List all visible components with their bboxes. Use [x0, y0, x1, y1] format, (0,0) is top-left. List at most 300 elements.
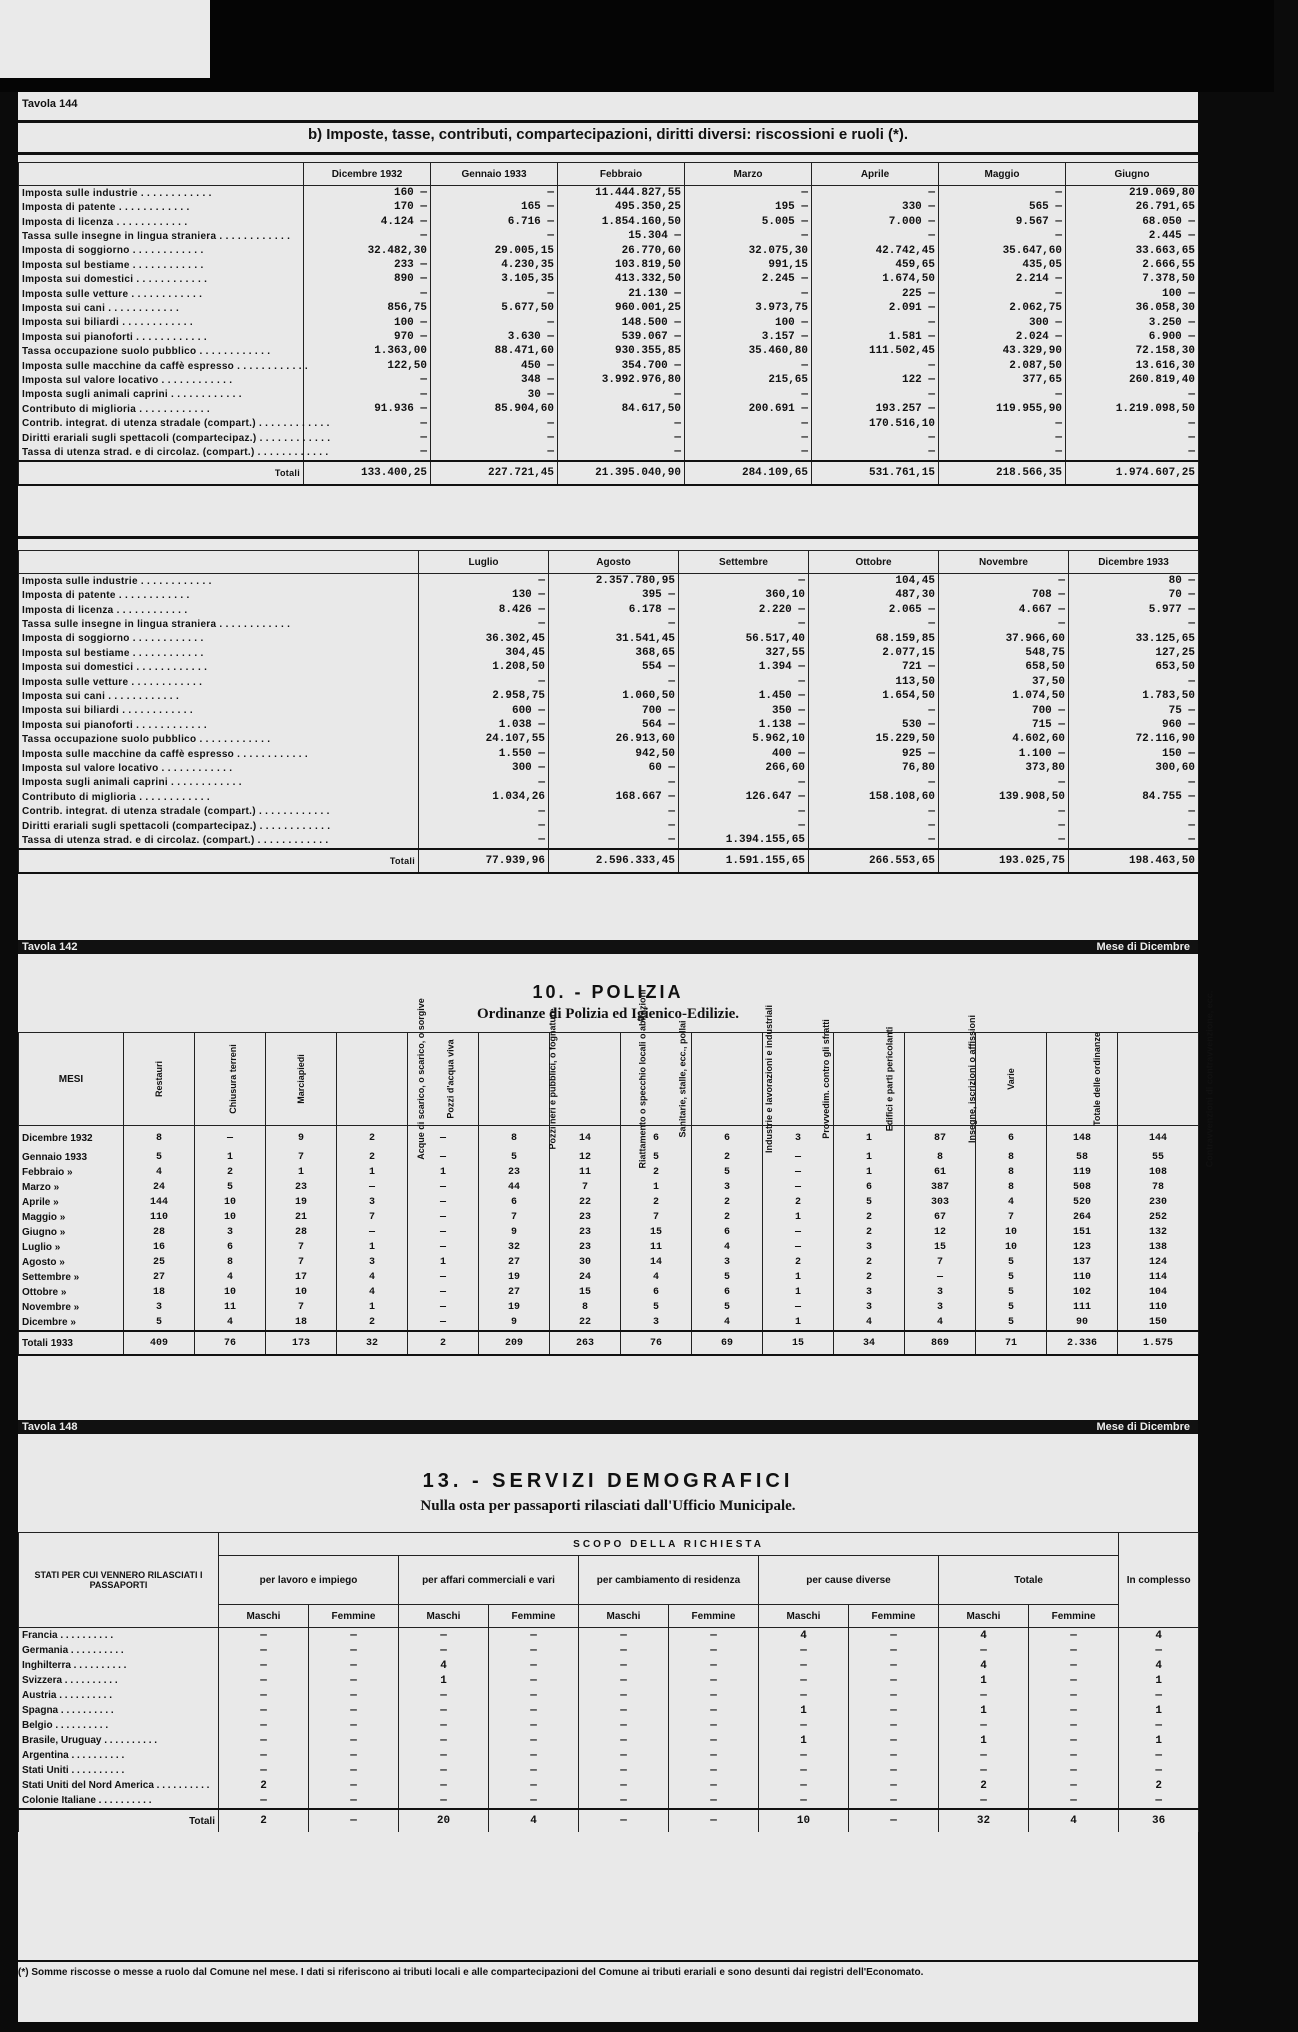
- table-cell: 27: [479, 1285, 550, 1300]
- table-cell: 658,50: [939, 660, 1069, 674]
- table-cell: —: [549, 617, 679, 631]
- table-cell: 3: [834, 1240, 905, 1255]
- table-cell: —: [939, 1643, 1029, 1658]
- table-cell: —: [558, 388, 685, 402]
- column-header-label: Acque di scarico, o scarico, o sorgive: [415, 997, 426, 1160]
- table-cell: —: [849, 1793, 939, 1809]
- table-cell: 7: [479, 1210, 550, 1225]
- group-header: per lavoro e impiego: [219, 1556, 399, 1605]
- table-cell: 1: [763, 1315, 834, 1331]
- table-cell: —: [669, 1763, 759, 1778]
- table-cell: 113,50: [809, 675, 939, 689]
- table-cell: 2.214 —: [939, 272, 1066, 286]
- table-cell: —: [337, 1180, 408, 1195]
- sex-header: Femmine: [1029, 1605, 1119, 1628]
- table-cell: —: [849, 1733, 939, 1748]
- table-cell: 35.460,80: [685, 344, 812, 358]
- table-cell: —: [1029, 1748, 1119, 1763]
- table-cell: —: [304, 431, 431, 445]
- table-row: [19, 819, 1199, 833]
- table-cell: 715 —: [939, 718, 1069, 732]
- table-cell: —: [1069, 675, 1199, 689]
- table-cell: 869: [905, 1331, 976, 1355]
- table-cell: 8.426 —: [419, 603, 549, 617]
- table-cell: —: [939, 805, 1069, 819]
- table-cell: —: [759, 1643, 849, 1658]
- table-cell: —: [549, 819, 679, 833]
- table-cell: —: [939, 776, 1069, 790]
- table-cell: 170.516,10: [812, 417, 939, 431]
- table-cell: 132: [1118, 1225, 1199, 1240]
- table-cell: 2.666,55: [1066, 258, 1199, 272]
- table-cell: —: [669, 1688, 759, 1703]
- table-cell: —: [939, 186, 1066, 201]
- table-cell: 930.355,85: [558, 344, 685, 358]
- mesi-header: MESI: [19, 1033, 124, 1126]
- table-cell: —: [408, 1285, 479, 1300]
- table-cell: 721 —: [809, 660, 939, 674]
- table-cell: 8: [124, 1126, 195, 1151]
- scan-border-tab: [0, 0, 210, 78]
- table-cell: —: [219, 1703, 309, 1718]
- table-cell: —: [759, 1793, 849, 1809]
- table-cell: —: [849, 1673, 939, 1688]
- row-label: Imposta di licenza . . . . . . . . . . . .: [19, 603, 419, 617]
- table-cell: 1: [1119, 1673, 1199, 1688]
- footnote-rule: [18, 1960, 1198, 1962]
- table-cell: 10: [976, 1225, 1047, 1240]
- polizia-top-rule: [18, 940, 1198, 954]
- table-cell: —: [812, 388, 939, 402]
- month-label: Novembre »: [19, 1300, 124, 1315]
- table-cell: 3: [124, 1300, 195, 1315]
- column-header-label: Contravvenzioni di contravvenzione, ecc.: [1204, 990, 1215, 1167]
- table-cell: 23: [266, 1180, 337, 1195]
- table-cell: 11: [621, 1240, 692, 1255]
- table-cell: 26.791,65: [1066, 200, 1199, 214]
- table-cell: —: [549, 776, 679, 790]
- table-cell: 3.973,75: [685, 301, 812, 315]
- table-cell: —: [579, 1703, 669, 1718]
- table-cell: 58: [1047, 1150, 1118, 1165]
- row-label: Imposta sugli animali caprini . . . . . . . . . . . .: [19, 388, 304, 402]
- table-cell: 360,10: [679, 588, 809, 602]
- table-cell: 2.445 —: [1066, 229, 1199, 243]
- table-cell: 3: [692, 1180, 763, 1195]
- table-row: [19, 1643, 1199, 1658]
- table-cell: 150 —: [1069, 747, 1199, 761]
- table-cell: —: [763, 1180, 834, 1195]
- sex-header: Maschi: [579, 1605, 669, 1628]
- table-cell: 10: [195, 1195, 266, 1210]
- table-cell: 31.541,45: [549, 632, 679, 646]
- table-cell: —: [431, 229, 558, 243]
- table-cell: 303: [905, 1195, 976, 1210]
- table-cell: 548,75: [939, 646, 1069, 660]
- table-cell: —: [408, 1210, 479, 1225]
- table-cell: 29.005,15: [431, 244, 558, 258]
- table-cell: —: [1029, 1718, 1119, 1733]
- table-cell: 2: [621, 1165, 692, 1180]
- table-cell: 24: [550, 1270, 621, 1285]
- table-cell: 459,65: [812, 258, 939, 272]
- table-cell: 25: [124, 1255, 195, 1270]
- sex-header: Femmine: [669, 1605, 759, 1628]
- table-cell: 1: [939, 1703, 1029, 1718]
- sex-header: Maschi: [939, 1605, 1029, 1628]
- table-cell: 15.229,50: [809, 732, 939, 746]
- table-cell: 28: [266, 1225, 337, 1240]
- title-rule: [18, 152, 1198, 155]
- table-cell: 960.001,25: [558, 301, 685, 315]
- table-cell: —: [759, 1658, 849, 1673]
- table-row: [19, 1718, 1199, 1733]
- table-cell: 122 —: [812, 373, 939, 387]
- table-cell: 9: [266, 1126, 337, 1151]
- total-cell: 20: [399, 1809, 489, 1832]
- table-cell: —: [219, 1658, 309, 1673]
- table-cell: —: [309, 1778, 399, 1793]
- month-header: Febbraio: [558, 163, 685, 186]
- table-cell: 114: [1118, 1270, 1199, 1285]
- table-cell: —: [399, 1763, 489, 1778]
- table-cell: —: [549, 833, 679, 848]
- table-cell: 124: [1118, 1255, 1199, 1270]
- table-cell: —: [1069, 805, 1199, 819]
- table-cell: 6.716 —: [431, 215, 558, 229]
- table-cell: —: [679, 617, 809, 631]
- table-cell: 5: [692, 1300, 763, 1315]
- table-cell: 700 —: [939, 704, 1069, 718]
- table-cell: 5: [479, 1150, 550, 1165]
- table-cell: —: [939, 1748, 1029, 1763]
- part-divider: [18, 536, 1198, 539]
- table-cell: 1.100 —: [939, 747, 1069, 761]
- table-cell: 110: [1118, 1300, 1199, 1315]
- month-label: Ottobre »: [19, 1285, 124, 1300]
- table-cell: 4: [692, 1315, 763, 1331]
- sex-header: Femmine: [849, 1605, 939, 1628]
- row-label: Imposta sui domestici . . . . . . . . . . . .: [19, 660, 419, 674]
- table-cell: 103.819,50: [558, 258, 685, 272]
- total-cell: 1.591.155,65: [679, 849, 809, 873]
- table-cell: —: [549, 805, 679, 819]
- table-cell: 5: [976, 1300, 1047, 1315]
- table-cell: —: [399, 1688, 489, 1703]
- table-row: [19, 287, 1199, 301]
- table-cell: —: [669, 1748, 759, 1763]
- table-cell: —: [309, 1793, 399, 1809]
- table-cell: 413.332,50: [558, 272, 685, 286]
- table-cell: —: [809, 704, 939, 718]
- table-cell: 27: [124, 1270, 195, 1285]
- table-cell: 4.124 —: [304, 215, 431, 229]
- table-cell: 100 —: [1066, 287, 1199, 301]
- table-cell: —: [1119, 1748, 1199, 1763]
- table-cell: 21.130 —: [558, 287, 685, 301]
- table-cell: —: [939, 1688, 1029, 1703]
- table-row: [19, 445, 1199, 460]
- table-cell: 1.654,50: [809, 689, 939, 703]
- table-cell: 565 —: [939, 200, 1066, 214]
- table-cell: 1.783,50: [1069, 689, 1199, 703]
- table-cell: 6.178 —: [549, 603, 679, 617]
- row-label: Imposta sui biliardi . . . . . . . . . . . .: [19, 316, 304, 330]
- table-row: [19, 258, 1199, 272]
- table-cell: —: [763, 1150, 834, 1165]
- row-label: Imposta sul valore locativo . . . . . . . . . . . .: [19, 761, 419, 775]
- totals-row: [19, 1331, 1199, 1355]
- table-cell: 138: [1118, 1240, 1199, 1255]
- month-label: Gennaio 1933: [19, 1150, 124, 1165]
- table-cell: 991,15: [685, 258, 812, 272]
- table-cell: —: [431, 431, 558, 445]
- table-cell: 1.074,50: [939, 689, 1069, 703]
- table-cell: 37,50: [939, 675, 1069, 689]
- sex-header: Maschi: [399, 1605, 489, 1628]
- table-cell: —: [849, 1643, 939, 1658]
- column-header-label: Industrie e lavorazioni e industriali: [764, 1004, 775, 1153]
- table-cell: 84.617,50: [558, 402, 685, 416]
- table-cell: 5: [976, 1315, 1047, 1331]
- column-header-label: Pozzi neri e pubblici, o fognature: [547, 1007, 558, 1150]
- table-cell: —: [939, 1763, 1029, 1778]
- row-label: Diritti erariali sugli spettacoli (compartecipaz.) . . . . . . . . . . . .: [19, 819, 419, 833]
- table-cell: —: [579, 1748, 669, 1763]
- table-cell: —: [399, 1793, 489, 1809]
- table-row: [19, 1703, 1199, 1718]
- table-cell: —: [219, 1718, 309, 1733]
- table-cell: 5: [124, 1150, 195, 1165]
- table-cell: 348 —: [431, 373, 558, 387]
- table-cell: 1: [834, 1126, 905, 1151]
- table-cell: —: [905, 1270, 976, 1285]
- row-label: Tassa occupazione suolo pubblico . . . . . . . . . . . .: [19, 344, 304, 358]
- table-cell: 5: [692, 1165, 763, 1180]
- table-cell: —: [669, 1778, 759, 1793]
- table-cell: 8: [195, 1255, 266, 1270]
- table-cell: 5: [834, 1195, 905, 1210]
- table-cell: —: [669, 1643, 759, 1658]
- table-cell: 6: [834, 1180, 905, 1195]
- table-cell: —: [579, 1793, 669, 1809]
- table-row: [19, 1763, 1199, 1778]
- month-label: Dicembre 1932: [19, 1126, 124, 1151]
- scopo-header: SCOPO DELLA RICHIESTA: [219, 1533, 1119, 1556]
- table-cell: 8: [550, 1300, 621, 1315]
- column-header: [337, 997, 426, 1160]
- table-cell: —: [759, 1673, 849, 1688]
- row-label: Tassa sulle insegne in lingua straniera . . . . . . . . . . . .: [19, 229, 304, 243]
- column-header-label: Sanitarie, stalle, ecc., pollai: [677, 1019, 688, 1138]
- table-cell: 56.517,40: [679, 632, 809, 646]
- column-header: [479, 1007, 558, 1150]
- total-cell: —: [309, 1809, 399, 1832]
- stato-label: Stati Uniti . . . . . . . . . .: [19, 1763, 219, 1778]
- table-cell: 3: [905, 1285, 976, 1300]
- table-cell: 1.450 —: [679, 689, 809, 703]
- table-cell: 14: [621, 1255, 692, 1270]
- table-cell: 1: [1119, 1703, 1199, 1718]
- table-cell: 2: [408, 1331, 479, 1355]
- table-cell: 2: [195, 1165, 266, 1180]
- table-cell: 354.700 —: [558, 359, 685, 373]
- table-cell: 4: [759, 1628, 849, 1644]
- table-cell: 6: [621, 1126, 692, 1151]
- table-cell: 11.444.827,55: [558, 186, 685, 201]
- row-label: Tassa di utenza strad. e di circolaz. (compart.) . . . . . . . . . . . .: [19, 833, 419, 848]
- month-label: Totali 1933: [19, 1331, 124, 1355]
- row-label: Imposta di licenza . . . . . . . . . . . .: [19, 215, 304, 229]
- table-cell: —: [685, 229, 812, 243]
- table-cell: 508: [1047, 1180, 1118, 1195]
- row-label: Imposta sui biliardi . . . . . . . . . . . .: [19, 704, 419, 718]
- table-cell: 6: [621, 1285, 692, 1300]
- table-cell: 263: [550, 1331, 621, 1355]
- table-cell: 1: [195, 1150, 266, 1165]
- table-cell: 350 —: [679, 704, 809, 718]
- table-cell: 111: [1047, 1300, 1118, 1315]
- table-cell: 1: [763, 1270, 834, 1285]
- table-cell: 76,80: [809, 761, 939, 775]
- table-cell: 144: [1118, 1126, 1199, 1151]
- table-row: [19, 1165, 1199, 1180]
- group-header: per cause diverse: [759, 1556, 939, 1605]
- month-header: Maggio: [939, 163, 1066, 186]
- table-cell: 300 —: [419, 761, 549, 775]
- table-row: [19, 330, 1199, 344]
- table-cell: —: [809, 805, 939, 819]
- row-label: Contrib. integrat. di utenza stradale (compart.) . . . . . . . . . . . .: [19, 417, 304, 431]
- table-cell: —: [489, 1703, 579, 1718]
- table-cell: 1.394.155,65: [679, 833, 809, 848]
- table-cell: —: [939, 1718, 1029, 1733]
- month-header: Ottobre: [809, 551, 939, 574]
- row-label: Imposta sui domestici . . . . . . . . . . . .: [19, 272, 304, 286]
- table-cell: 1: [939, 1673, 1029, 1688]
- table-row: [19, 833, 1199, 848]
- table-cell: —: [679, 776, 809, 790]
- table-cell: 2.065 —: [809, 603, 939, 617]
- table-cell: —: [408, 1126, 479, 1151]
- table-cell: 36.302,45: [419, 632, 549, 646]
- month-label: Maggio »: [19, 1210, 124, 1225]
- table-cell: —: [1029, 1688, 1119, 1703]
- table-cell: 18: [266, 1315, 337, 1331]
- table-cell: —: [309, 1673, 399, 1688]
- table-row: [19, 244, 1199, 258]
- month-header: Giugno: [1066, 163, 1199, 186]
- month-header: Aprile: [812, 163, 939, 186]
- table-cell: 5: [195, 1180, 266, 1195]
- table-cell: 15: [905, 1240, 976, 1255]
- total-cell: 198.463,50: [1069, 849, 1199, 873]
- stati-header: STATI PER CUI VENNERO RILASCIATI I PASSAPORTI: [19, 1533, 219, 1628]
- table-row: [19, 632, 1199, 646]
- table-cell: 2: [1119, 1778, 1199, 1793]
- table-row: [19, 1658, 1199, 1673]
- total-cell: 10: [759, 1809, 849, 1832]
- table-cell: 1.581 —: [812, 330, 939, 344]
- table-cell: —: [849, 1778, 939, 1793]
- table-cell: 12: [905, 1225, 976, 1240]
- column-header-label: Pozzi d'acqua viva: [445, 1038, 456, 1119]
- row-label: Diritti erariali sugli spettacoli (compartecipaz.) . . . . . . . . . . . .: [19, 431, 304, 445]
- table-cell: —: [812, 431, 939, 445]
- table-cell: 23: [550, 1240, 621, 1255]
- table-cell: —: [408, 1270, 479, 1285]
- polizia-month-label: Mese di Dicembre: [1096, 941, 1190, 953]
- table-cell: —: [431, 316, 558, 330]
- table-cell: 3: [905, 1300, 976, 1315]
- table-cell: 32: [337, 1331, 408, 1355]
- table-cell: —: [849, 1748, 939, 1763]
- table-cell: 19: [479, 1270, 550, 1285]
- table-cell: 2: [939, 1778, 1029, 1793]
- table-cell: 4.602,60: [939, 732, 1069, 746]
- table-cell: 1.363,00: [304, 344, 431, 358]
- table-cell: 450 —: [431, 359, 558, 373]
- month-label: Agosto »: [19, 1255, 124, 1270]
- table-cell: 160 —: [304, 186, 431, 201]
- table-cell: 7: [266, 1255, 337, 1270]
- table-cell: —: [309, 1643, 399, 1658]
- table-cell: —: [219, 1748, 309, 1763]
- table-cell: —: [219, 1643, 309, 1658]
- table-cell: 4: [905, 1315, 976, 1331]
- table-cell: 6: [692, 1126, 763, 1151]
- table-cell: 9: [479, 1315, 550, 1331]
- table-cell: —: [939, 819, 1069, 833]
- row-label: Imposta sui cani . . . . . . . . . . . .: [19, 689, 419, 703]
- row-label: Imposta sulle vetture . . . . . . . . . . . .: [19, 675, 419, 689]
- table-row: [19, 1255, 1199, 1270]
- table-cell: —: [939, 574, 1069, 589]
- table-cell: 2: [621, 1195, 692, 1210]
- table-cell: —: [939, 1793, 1029, 1809]
- table-cell: 4.230,35: [431, 258, 558, 272]
- table-row: [19, 603, 1199, 617]
- table-cell: 2.958,75: [419, 689, 549, 703]
- table-cell: 18: [124, 1285, 195, 1300]
- table-cell: 3: [621, 1315, 692, 1331]
- table-cell: 3.992.976,80: [558, 373, 685, 387]
- total-cell: 4: [1029, 1809, 1119, 1832]
- table-cell: 925 —: [809, 747, 939, 761]
- table-cell: 1: [337, 1300, 408, 1315]
- total-cell: —: [579, 1809, 669, 1832]
- table-cell: 1.394 —: [679, 660, 809, 674]
- table-cell: —: [939, 833, 1069, 848]
- table-cell: —: [1119, 1643, 1199, 1658]
- table-cell: 1: [759, 1733, 849, 1748]
- polizia-title: 10. - POLIZIA: [532, 982, 684, 1002]
- table-row: [19, 359, 1199, 373]
- table-cell: 700 —: [549, 704, 679, 718]
- table-cell: —: [399, 1718, 489, 1733]
- table-cell: —: [579, 1778, 669, 1793]
- table-cell: 4: [1119, 1628, 1199, 1644]
- table-cell: 1: [763, 1285, 834, 1300]
- table-cell: 6: [976, 1126, 1047, 1151]
- table-cell: 11: [195, 1300, 266, 1315]
- table-cell: —: [939, 229, 1066, 243]
- month-label: Giugno »: [19, 1225, 124, 1240]
- totals-row: [19, 1809, 1199, 1832]
- table-cell: 193.257 —: [812, 402, 939, 416]
- table-row: [19, 747, 1199, 761]
- table-cell: —: [304, 445, 431, 460]
